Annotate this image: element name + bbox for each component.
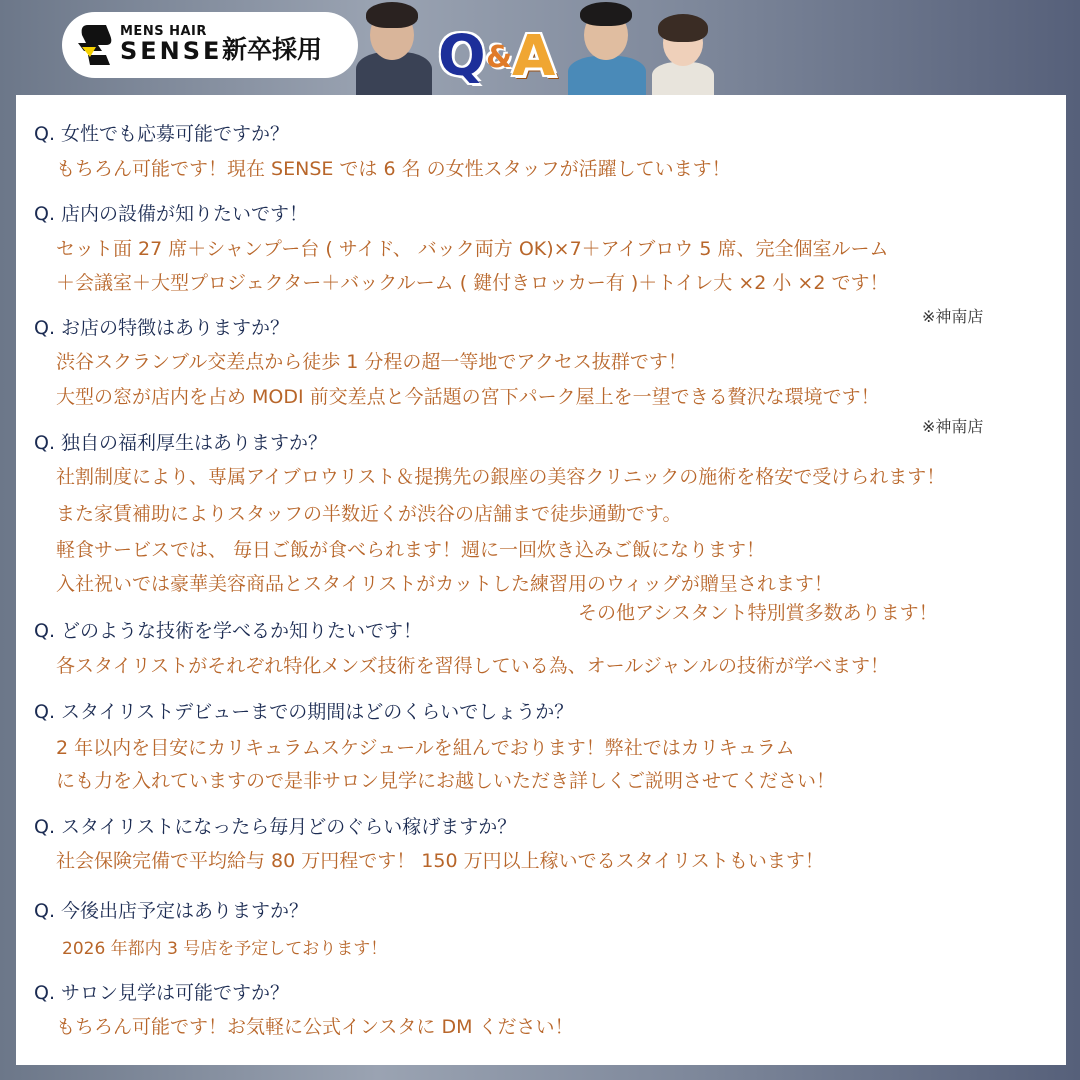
faq-question-4: Q. 独自の福利厚生はありますか？: [34, 432, 328, 454]
faq-answer-4-line-2: また家賃補助によりスタッフの半数近くが渋谷の店舗まで徒歩通勤です。: [56, 503, 682, 525]
faq-note-2: ※神南店: [922, 307, 984, 326]
faq-question-6: Q. スタイリストデビューまでの期間はどのくらいでしょうか？: [34, 701, 574, 723]
faq-answer-7-line-1: 社会保険完備で平均給与 80 万円程です！ 150 万円以上稼いでるスタイリストもいます！: [56, 850, 824, 872]
faq-question-1: Q. 女性でも応募可能ですか？: [34, 123, 290, 145]
qa-q-letter: Q: [438, 24, 486, 89]
faq-question-8: Q. 今後出店予定はありますか？: [34, 900, 309, 922]
recruit-label: 新卒採用: [222, 35, 323, 64]
faq-answer-1-line-1: もちろん可能です！現在 SENSE では 6 名 の女性スタッフが活躍しています！: [56, 158, 731, 180]
faq-answer-2-line-1: セット面 27 席＋シャンプー台 ( サイド、 バック両方 OK)×7＋アイブロウ 5 席、完全個室ルーム: [56, 238, 889, 260]
faq-question-2: Q. 店内の設備が知りたいです！: [34, 203, 309, 225]
faq-answer-3-line-1: 渋谷スクランブル交差点から徒歩 1 分程の超一等地でアクセス抜群です！: [56, 351, 687, 373]
faq-answer-8-line-1: 2026 年都内 3 号店を予定しております！: [62, 939, 388, 959]
faq-answer-2-line-2: ＋会議室＋大型プロジェクター＋バックルーム ( 鍵付きロッカー有 )＋トイレ大 ×2 小 ×2 です！: [56, 272, 889, 294]
faq-panel: [16, 95, 1066, 1065]
faq-question-9: Q. サロン見学は可能ですか？: [34, 982, 290, 1004]
faq-answer-6-line-2: にも力を入れていますので是非サロン見学にお越しいただき詳しくご説明させてください！: [56, 770, 836, 792]
faq-question-3: Q. お店の特徴はありますか？: [34, 317, 290, 339]
faq-question-5: Q. どのような技術を学べるか知りたいです！: [34, 620, 423, 642]
faq-answer-4-line-3: 軽食サービスでは、 毎日ご飯が食べられます！週に一回炊き込みご飯になります！: [56, 539, 766, 561]
logo-s-icon: [76, 21, 116, 69]
faq-note-3: ※神南店: [922, 417, 984, 436]
staff-photo-3: [650, 12, 716, 95]
qa-ampersand: &: [486, 40, 513, 75]
logo-small-text: MENS HAIR: [120, 24, 207, 39]
faq-answer-3-line-2: 大型の窓が店内を占め MODI 前交差点と今話題の宮下パーク屋上を一望できる贅沢な環境です！: [56, 386, 880, 408]
staff-photo-1: [352, 0, 434, 95]
faq-answer-9-line-1: もちろん可能です！お気軽に公式インスタに DM ください！: [56, 1016, 574, 1038]
logo-main-text: SENSE: [120, 37, 223, 65]
brand-logo: [62, 12, 358, 78]
faq-answer-4-line-5: その他アシスタント特別賞多数あります！: [578, 602, 938, 624]
qa-badge: [438, 24, 568, 88]
faq-answer-6-line-1: 2 年以内を目安にカリキュラムスケジュールを組んでおります！弊社ではカリキュラム: [56, 737, 795, 759]
faq-answer-4-line-1: 社割制度により、専属アイブロウリスト＆提携先の銀座の美容クリニックの施術を格安で受けられます！: [56, 466, 946, 488]
faq-answer-5-line-1: 各スタイリストがそれぞれ特化メンズ技術を習得している為、オールジャンルの技術が学べます！: [56, 655, 889, 677]
header-banner: [0, 0, 1080, 95]
qa-a-letter: A: [512, 24, 556, 89]
faq-question-7: Q. スタイリストになったら毎月どのぐらい稼げますか？: [34, 816, 517, 838]
staff-photo-2: [566, 0, 648, 95]
faq-answer-4-line-4: 入社祝いでは豪華美容商品とスタイリストがカットした練習用のウィッグが贈呈されます！: [56, 573, 833, 595]
